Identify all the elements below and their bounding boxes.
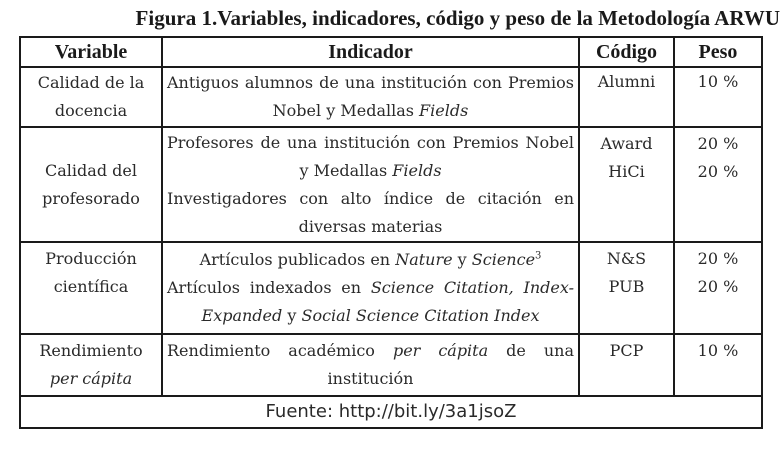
source-text: Fuente: http://bit.ly/3a1jsoZ bbox=[20, 396, 762, 428]
indicator-italic: Fields bbox=[419, 101, 469, 120]
code-cell bbox=[579, 67, 674, 127]
indicator-plain: y bbox=[452, 250, 472, 269]
indicator-cell bbox=[162, 127, 579, 242]
variable-text-italic: per cápita bbox=[49, 369, 133, 388]
variable-text: Rendimiento bbox=[39, 341, 143, 360]
header-row bbox=[20, 37, 762, 67]
variable-cell bbox=[20, 127, 162, 242]
weight-cell bbox=[674, 242, 762, 334]
table-row bbox=[20, 67, 762, 127]
code-text: HiCi bbox=[608, 162, 645, 181]
weight-text: 10 % bbox=[697, 341, 739, 360]
indicator-italic: Social Science Citation Index bbox=[301, 306, 540, 325]
code-text: Alumni bbox=[597, 72, 656, 91]
indicator-italic: per cápita bbox=[392, 341, 489, 360]
code-cell bbox=[579, 127, 674, 242]
weight-text: 10 % bbox=[697, 72, 739, 91]
weight-text: 20 % bbox=[697, 162, 739, 181]
indicator-text bbox=[167, 337, 574, 393]
indicator-plain: de una institución bbox=[327, 341, 575, 388]
variable-text: Producción científica bbox=[45, 249, 137, 296]
weight-text: 20 % bbox=[697, 277, 739, 296]
indicator-plain: Antiguos alumnos de una institución con Premios Nobel y Medallas bbox=[167, 73, 574, 120]
indicator-text bbox=[167, 129, 574, 185]
code-text: PUB bbox=[608, 277, 645, 296]
indicator-cell bbox=[162, 334, 579, 396]
variable-cell bbox=[20, 334, 162, 396]
footnote-marker: 3 bbox=[535, 250, 542, 262]
indicator-cell bbox=[162, 67, 579, 127]
indicator-text bbox=[167, 274, 574, 330]
table-row bbox=[20, 127, 762, 242]
weight-text: 20 % bbox=[697, 134, 739, 153]
code-text: N&S bbox=[606, 249, 647, 268]
indicator-text bbox=[167, 69, 574, 125]
indicator-plain: y bbox=[282, 306, 302, 325]
header-indicador: Indicador bbox=[162, 37, 579, 67]
header-codigo: Código bbox=[579, 37, 674, 67]
variable-text: Calidad de la docencia bbox=[37, 73, 145, 120]
header-peso: Peso bbox=[674, 37, 762, 67]
indicator-plain: Investigadores con alto índice de citación en diversas materias bbox=[167, 188, 574, 236]
indicator-italic: Science bbox=[471, 250, 536, 269]
indicator-italic: Science Citation, Index-Expanded bbox=[201, 278, 575, 325]
weight-cell bbox=[674, 67, 762, 127]
indicator-plain: Profesores de una institución con Premios Nobel y Medallas bbox=[167, 132, 574, 180]
table-row bbox=[20, 242, 762, 334]
indicator-italic: Fields bbox=[392, 160, 442, 180]
indicator-text bbox=[167, 246, 574, 274]
code-text: Award bbox=[600, 134, 653, 153]
figure-title: Figura 1.Variables, indicadores, código y peso de la Metodología ARWU bbox=[135, 6, 780, 30]
source-row bbox=[20, 396, 762, 428]
variable-cell bbox=[20, 67, 162, 127]
header-variable: Variable bbox=[20, 37, 162, 67]
indicator-italic: Nature bbox=[395, 250, 453, 269]
indicator-plain: Artículos publicados en bbox=[199, 250, 396, 269]
variable-cell bbox=[20, 242, 162, 334]
indicator-text bbox=[167, 185, 574, 241]
table-row bbox=[20, 334, 762, 396]
indicator-plain: Artículos indexados en bbox=[167, 278, 371, 297]
variable-text: Calidad del profesorado bbox=[42, 160, 140, 208]
code-cell bbox=[579, 242, 674, 334]
arwu-table bbox=[19, 36, 763, 429]
weight-cell bbox=[674, 127, 762, 242]
indicator-cell bbox=[162, 242, 579, 334]
indicator-plain: Rendimiento académico bbox=[167, 341, 393, 360]
weight-cell bbox=[674, 334, 762, 396]
weight-text: 20 % bbox=[697, 249, 739, 268]
code-cell bbox=[579, 334, 674, 396]
code-text: PCP bbox=[609, 341, 644, 360]
